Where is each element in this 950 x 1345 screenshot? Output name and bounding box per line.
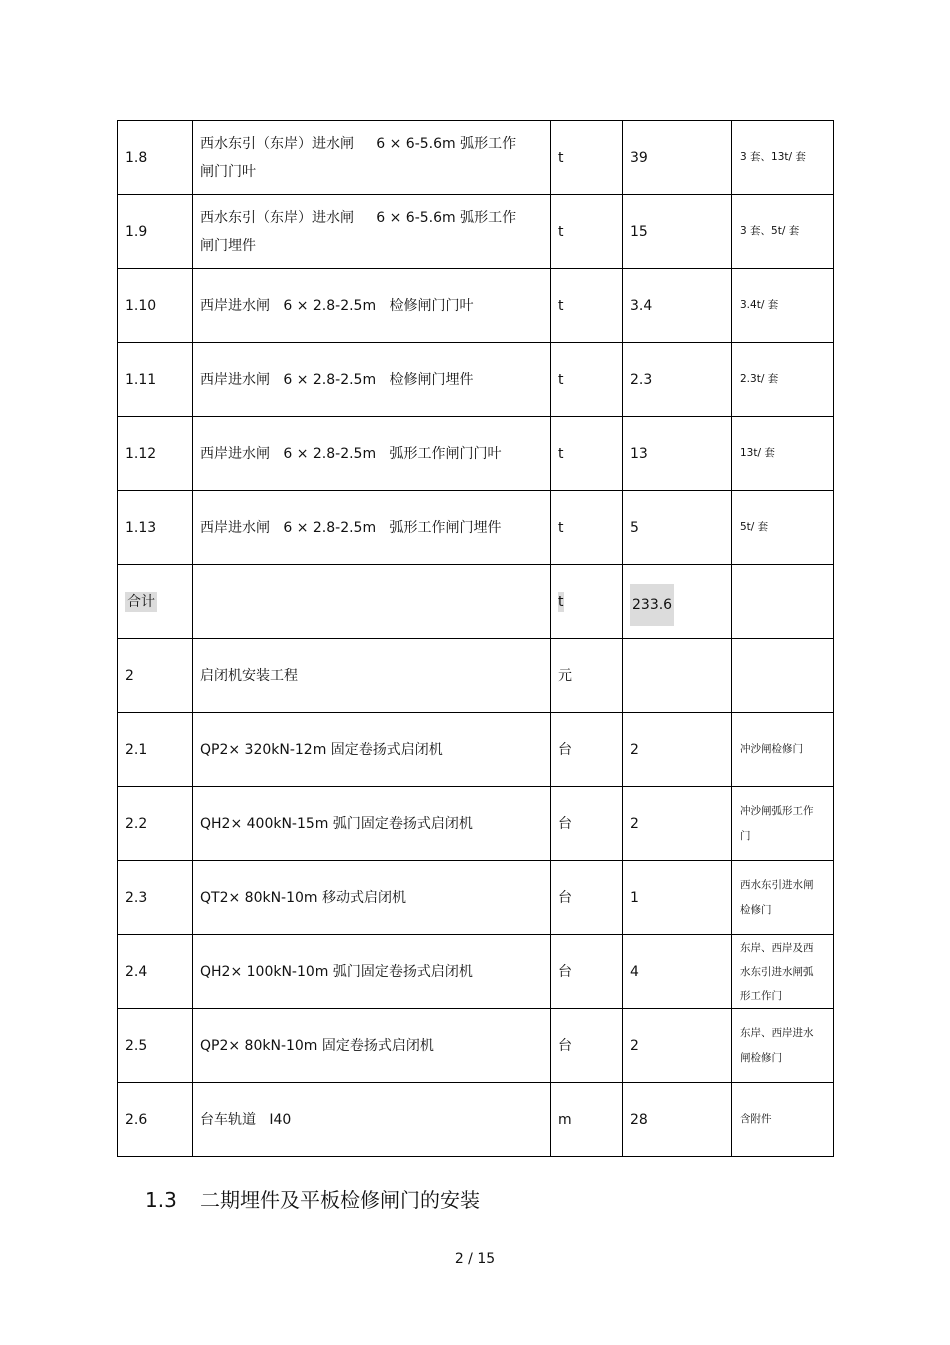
table-row [118,1083,834,1157]
total-quantity: 233.6 [630,584,674,626]
item-name-line-1: 西水东引（东岸）进水闸 6 × 6-5.6m 弧形工作 [200,209,517,226]
item-quantity [623,639,732,713]
item-remark: 3 套、5t/ 套 [732,195,834,269]
item-number: 1.11 [118,343,193,417]
item-name [193,121,551,195]
remark-line-2: 水东引进水闸弧 [740,965,814,978]
table-row [118,935,834,1009]
item-quantity: 2 [623,1009,732,1083]
item-unit: t [551,343,623,417]
item-number: 1.12 [118,417,193,491]
table-row [118,121,834,195]
remark-line-2: 闸检修门 [740,1051,782,1064]
item-remark: 冲沙闸检修门 [732,713,834,787]
item-unit: t [551,121,623,195]
item-unit: 台 [551,1009,623,1083]
item-number: 2.4 [118,935,193,1009]
item-number: 2.5 [118,1009,193,1083]
total-row [118,565,834,639]
remark-line-2: 检修门 [740,903,772,916]
item-unit: t [551,195,623,269]
remark-line-1: 冲沙闸弧形工作 [740,804,814,817]
remark-line-2: 门 [740,829,751,842]
item-name [193,195,551,269]
table-row [118,491,834,565]
item-name: 西岸进水闸 6 × 2.8-2.5m 检修闸门埋件 [193,343,551,417]
item-name: 启闭机安装工程 [193,639,551,713]
item-number: 1.13 [118,491,193,565]
table-row [118,787,834,861]
item-remark [732,787,834,861]
total-unit-cell [551,565,623,639]
item-remark: 3.4t/ 套 [732,269,834,343]
table-row [118,639,834,713]
item-quantity: 1 [623,861,732,935]
item-remark: 2.3t/ 套 [732,343,834,417]
item-number: 2.2 [118,787,193,861]
item-number: 1.8 [118,121,193,195]
item-name: 西岸进水闸 6 × 2.8-2.5m 弧形工作闸门埋件 [193,491,551,565]
item-unit: t [551,417,623,491]
remark-line-1: 东岸、西岸进水 [740,1026,814,1039]
item-name: QH2× 400kN-15m 弧门固定卷扬式启闭机 [193,787,551,861]
item-unit: 台 [551,713,623,787]
item-name-line-2: 闸门埋件 [200,237,256,254]
item-quantity: 5 [623,491,732,565]
item-name: QT2× 80kN-10m 移动式启闭机 [193,861,551,935]
table-row [118,269,834,343]
remark-line-3: 形工作门 [740,989,782,1002]
item-name: 西岸进水闸 6 × 2.8-2.5m 弧形工作闸门门叶 [193,417,551,491]
item-quantity: 39 [623,121,732,195]
section-heading [145,1184,480,1213]
item-name-line-1: 西水东引（东岸）进水闸 6 × 6-5.6m 弧形工作 [200,135,517,152]
item-number: 2.1 [118,713,193,787]
item-quantity: 3.4 [623,269,732,343]
item-number: 2 [118,639,193,713]
item-name: QP2× 80kN-10m 固定卷扬式启闭机 [193,1009,551,1083]
item-quantity: 2.3 [623,343,732,417]
table-row [118,1009,834,1083]
remark-line-1: 东岸、西岸及西 [740,941,814,954]
item-quantity: 13 [623,417,732,491]
item-name-line-2: 闸门门叶 [200,163,256,180]
item-number: 1.10 [118,269,193,343]
item-unit: 台 [551,861,623,935]
item-unit: 台 [551,787,623,861]
item-remark [732,1009,834,1083]
item-name: QH2× 100kN-10m 弧门固定卷扬式启闭机 [193,935,551,1009]
item-unit: m [551,1083,623,1157]
item-name: QP2× 320kN-12m 固定卷扬式启闭机 [193,713,551,787]
item-number: 2.6 [118,1083,193,1157]
item-quantity: 15 [623,195,732,269]
item-quantity: 2 [623,713,732,787]
item-remark [732,565,834,639]
item-remark: 含附件 [732,1083,834,1157]
item-remark [732,935,834,1009]
page-number: 2 / 15 [454,1251,496,1267]
table-row [118,343,834,417]
item-name [193,565,551,639]
item-unit: 台 [551,935,623,1009]
item-quantity: 28 [623,1083,732,1157]
item-unit: 元 [551,639,623,713]
total-label: 合计 [127,593,155,610]
item-name: 西岸进水闸 6 × 2.8-2.5m 检修闸门门叶 [193,269,551,343]
section-number: 1.3 [145,1188,177,1212]
table-row [118,713,834,787]
remark-line-1: 西水东引进水闸 [740,878,814,891]
item-remark [732,861,834,935]
item-number: 2.3 [118,861,193,935]
section-title: 二期埋件及平板检修闸门的安装 [200,1188,480,1212]
item-remark: 13t/ 套 [732,417,834,491]
table-row [118,417,834,491]
item-number: 1.9 [118,195,193,269]
item-quantity: 2 [623,787,732,861]
total-unit: t [558,593,564,610]
item-unit: t [551,269,623,343]
item-unit: t [551,491,623,565]
total-label-cell [118,565,193,639]
item-remark [732,639,834,713]
item-name: 台车轨道 I40 [193,1083,551,1157]
quantity-table [117,120,834,1157]
table-row [118,195,834,269]
item-quantity: 4 [623,935,732,1009]
total-quantity-cell [623,565,732,639]
item-remark: 5t/ 套 [732,491,834,565]
item-remark: 3 套、13t/ 套 [732,121,834,195]
table-row [118,861,834,935]
